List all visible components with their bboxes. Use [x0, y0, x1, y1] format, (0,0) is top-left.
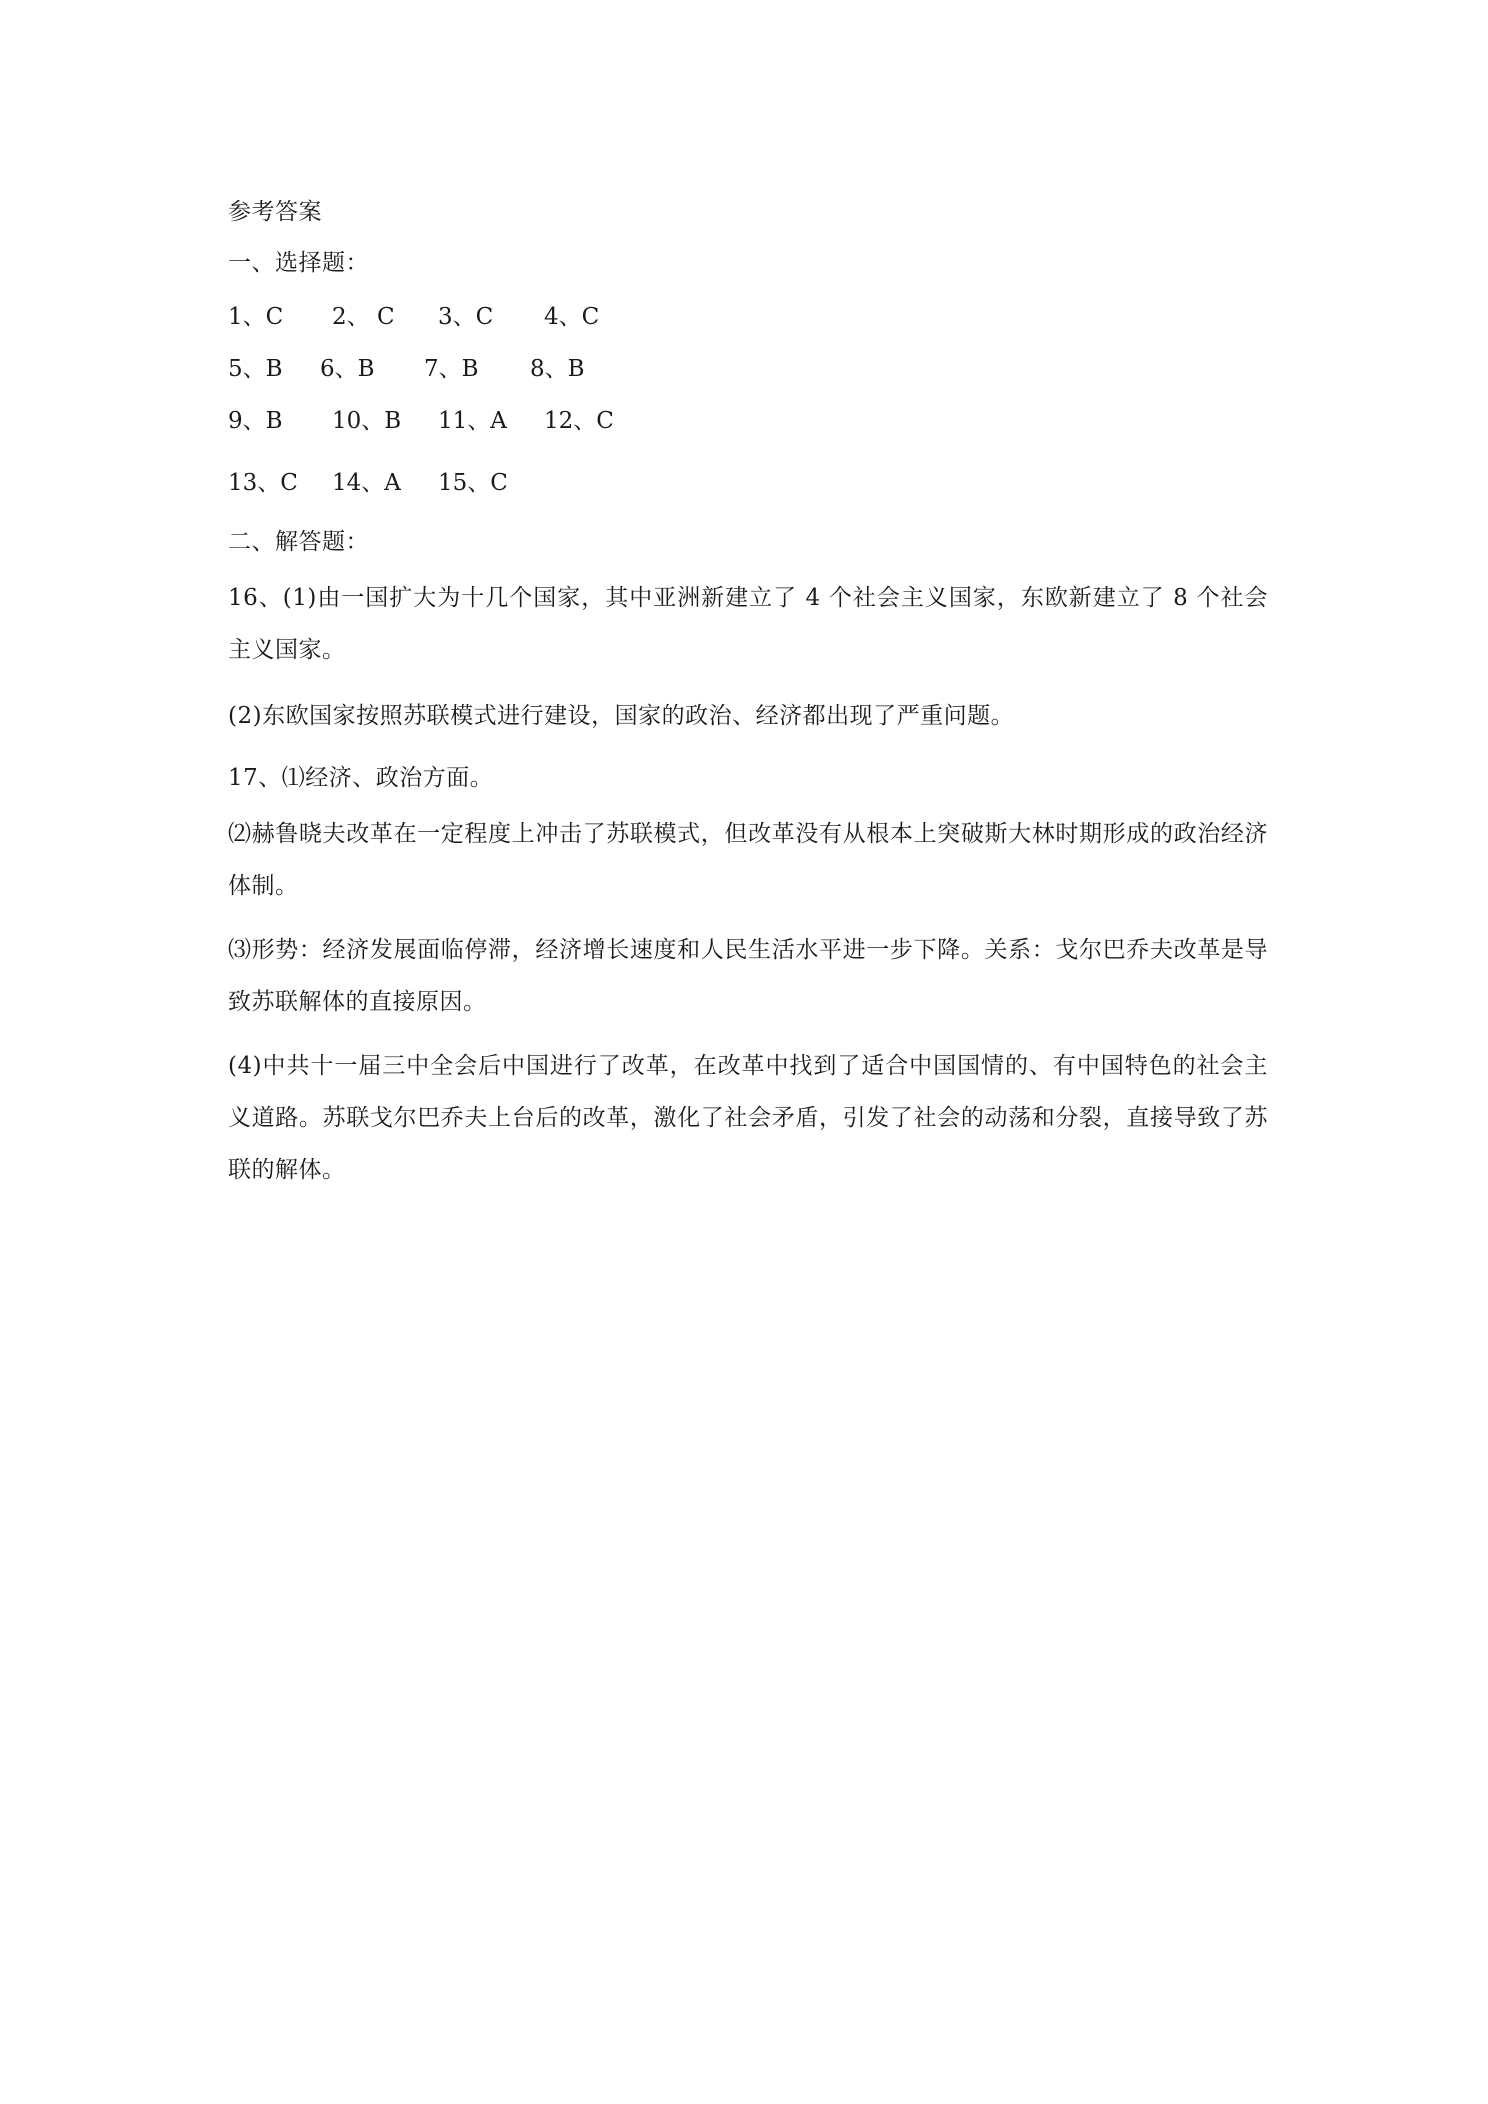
q17-part-4: (4)中共十一届三中全会后中国进行了改革，在改革中找到了适合中国国情的、有中国特色的社会主义道路。苏联戈尔巴乔夫上台后的改革，激化了社会矛盾，引发了社会的动荡和分裂，直接导致了苏联的解体。: [228, 1053, 1268, 1183]
answer-row-2: [228, 354, 728, 384]
answer-11: 11、A: [438, 408, 507, 434]
q16-part-1: 16、(1)由一国扩大为十几个国家，其中亚洲新建立了 4 个社会主义国家，东欧新建立了 8 个社会主义国家。: [228, 585, 1268, 663]
answer-row-4: [228, 468, 728, 498]
answer-1: 1、C: [228, 304, 284, 330]
q17-part-1: 17、⑴经济、政治方面。: [228, 765, 494, 791]
q17-part-2: ⑵赫鲁晓夫改革在一定程度上冲击了苏联模式，但改革没有从根本上突破斯大林时期形成的政治经济体制。: [228, 821, 1268, 899]
answer-15: 15、C: [438, 470, 508, 496]
answer-14: 14、A: [332, 470, 401, 496]
answer-5: 5、B: [228, 356, 283, 382]
q16-part-2: (2)东欧国家按照苏联模式进行建设，国家的政治、经济都出现了严重问题。: [228, 703, 1015, 729]
answer-8: 8、B: [530, 356, 585, 382]
section-1-heading: 一、选择题：: [228, 250, 369, 276]
answer-9: 9、B: [228, 408, 283, 434]
answer-12: 12、C: [544, 408, 614, 434]
answer-10: 10、B: [332, 408, 402, 434]
answer-6: 6、B: [320, 356, 375, 382]
section-2-heading: 二、解答题：: [228, 529, 369, 555]
answer-row-3: [228, 406, 728, 436]
answer-4: 4、C: [544, 304, 600, 330]
q17-part-3: ⑶形势：经济发展面临停滞，经济增长速度和人民生活水平进一步下降。关系：戈尔巴乔夫改革是导致苏联解体的直接原因。: [228, 937, 1268, 1015]
page-title: 参考答案: [228, 199, 322, 225]
answer-13: 13、C: [228, 470, 298, 496]
answer-3: 3、C: [438, 304, 494, 330]
answer-row-1: [228, 302, 728, 332]
answer-2: 2、 C: [332, 304, 395, 330]
answer-7: 7、B: [424, 356, 479, 382]
